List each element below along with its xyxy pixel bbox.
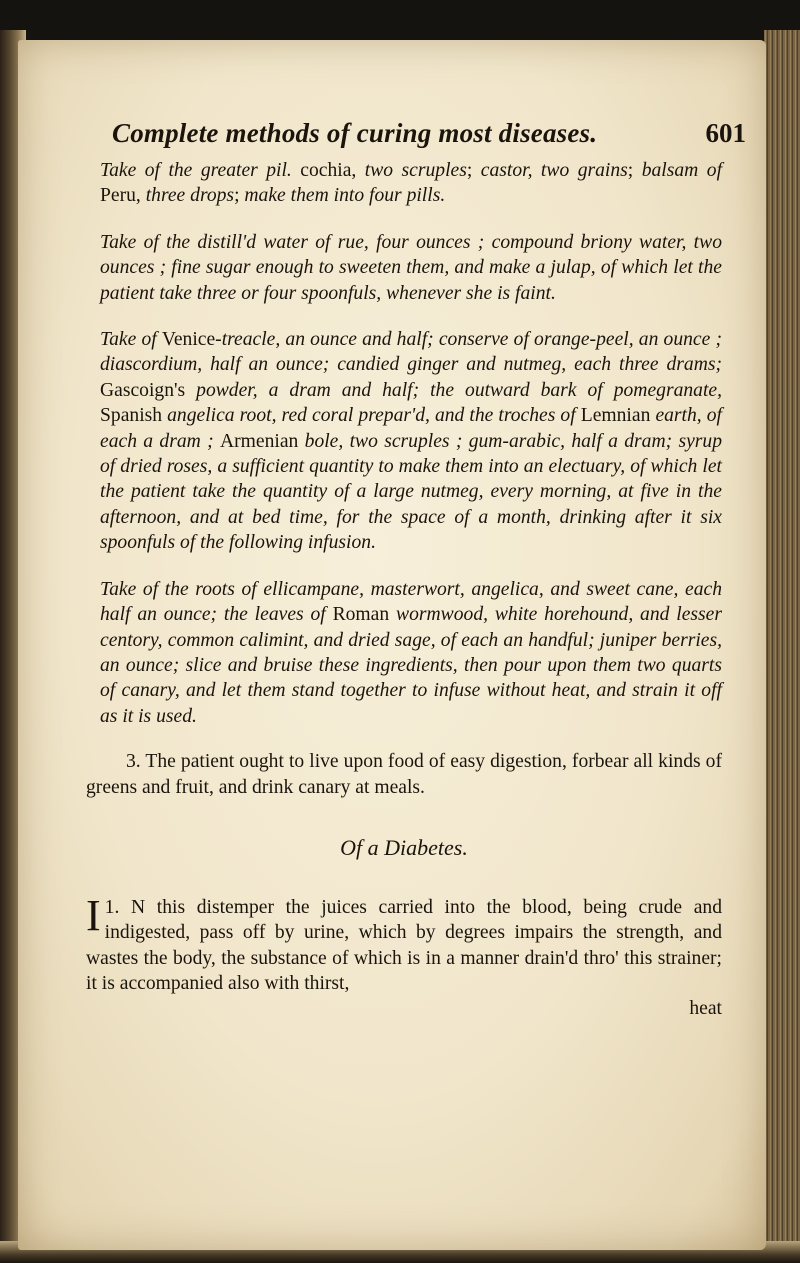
recipe-text-segment: Take of [100,329,162,351]
recipe-text-segment: Take of the roots of ellicampane, masterwort, angelica, and sweet cane, each half an ounce; the leaves of [100,578,722,626]
recipe-text-segment: Gascoign's [100,379,197,401]
recipe-text-segment: Armenian [219,430,305,452]
recipe-text-segment: ; [466,160,481,181]
recipe-text-segment: Take of the distill'd water of rue, four ounces ; compound briony water, two ounces ; fine sugar enough to sweeten them, and make a julap, of which let the patient take three or four spoonfuls, whenever she is faint. [100,231,722,304]
recipe-list [86,158,722,729]
recipe-paragraph [86,577,722,729]
recipe-paragraph [86,158,722,209]
recipe-text-segment: ; [234,185,245,207]
recipe-text-segment: Lemnian [580,405,656,427]
recipe-text-segment: balsam of [641,160,723,181]
page-content [86,118,746,1021]
page-number: 601 [705,118,746,148]
diabetes-text: N this distemper the juices carried into the blood, being crude and indigested, pass off by urine, which by degrees impairs the strength, and wastes the body, the substance of which is in a manner drain'd thro' this strainer; it is accompanied also with thirst, [86,896,722,995]
recipe-text-segment: ; [627,160,642,181]
recipe-text-segment: powder, a dram and half; the outward bark of pomegranate, [196,379,722,401]
recipe-paragraph [86,230,722,306]
recipe-text-segment: cochia, [300,160,365,181]
catchword: heat [689,997,722,1019]
diabetes-paragraph [86,890,722,997]
recipe-text-segment: two scruples [364,160,467,181]
recipe-text-segment: bole, two scruples ; gum-arabic, half a dram; syrup of dried roses, a sufficient quantity to make them into an electuary, of which let the patient take the quantity of a large nutmeg, every morning, at five in the afternoon, and at bed time, for the space of a month, drinking after it six spoonfuls of the following infusion. [100,430,723,554]
section-3-paragraph: 3. The patient ought to live upon food of easy digestion, forbear all kinds of greens and fruit, and drink canary at meals. [86,751,722,798]
paragraph-number: 1. [104,896,120,918]
recipe-text-segment: Spanish [100,405,168,427]
recipe-text-segment: -treacle, an ounce and half; conserve of orange-peel, an ounce ; diascordium, half an ounce; candied ginger and nutmeg, each three drams; [100,329,722,376]
recipe-text-segment: three drops [145,185,235,207]
recipe-text-segment: Venice [161,329,216,351]
section-title-diabetes: Of a Diabetes. [340,834,468,860]
recipe-text-segment: angelica root, red coral prepar'd, and the troches of [167,405,581,427]
recipe-text-segment: earth, of each a dram ; [100,405,722,452]
recipe-paragraph [86,327,722,556]
recipe-text-segment: castor, two grains [480,160,628,181]
recipe-text-segment: Peru, [100,185,146,207]
page-fore-edge [764,30,800,1263]
running-head: Complete methods of curing most diseases. [112,118,598,148]
drop-cap-letter: I [86,890,101,940]
recipe-text-segment: wormwood, white horehound, and lesser centory, common calimint, and dried sage, of each an handful; juniper berries, an ounce; slice and bruise these ingredients, then pour upon them two quarts of canary, and let them stand together to infuse without heat, and strain it off as it is used. [100,604,722,727]
recipe-text-segment: Take of the greater pil. [100,160,301,181]
recipe-text-segment: make them into four pills. [244,185,446,207]
recipe-text-segment: Roman [332,604,397,626]
page-header [86,118,746,158]
